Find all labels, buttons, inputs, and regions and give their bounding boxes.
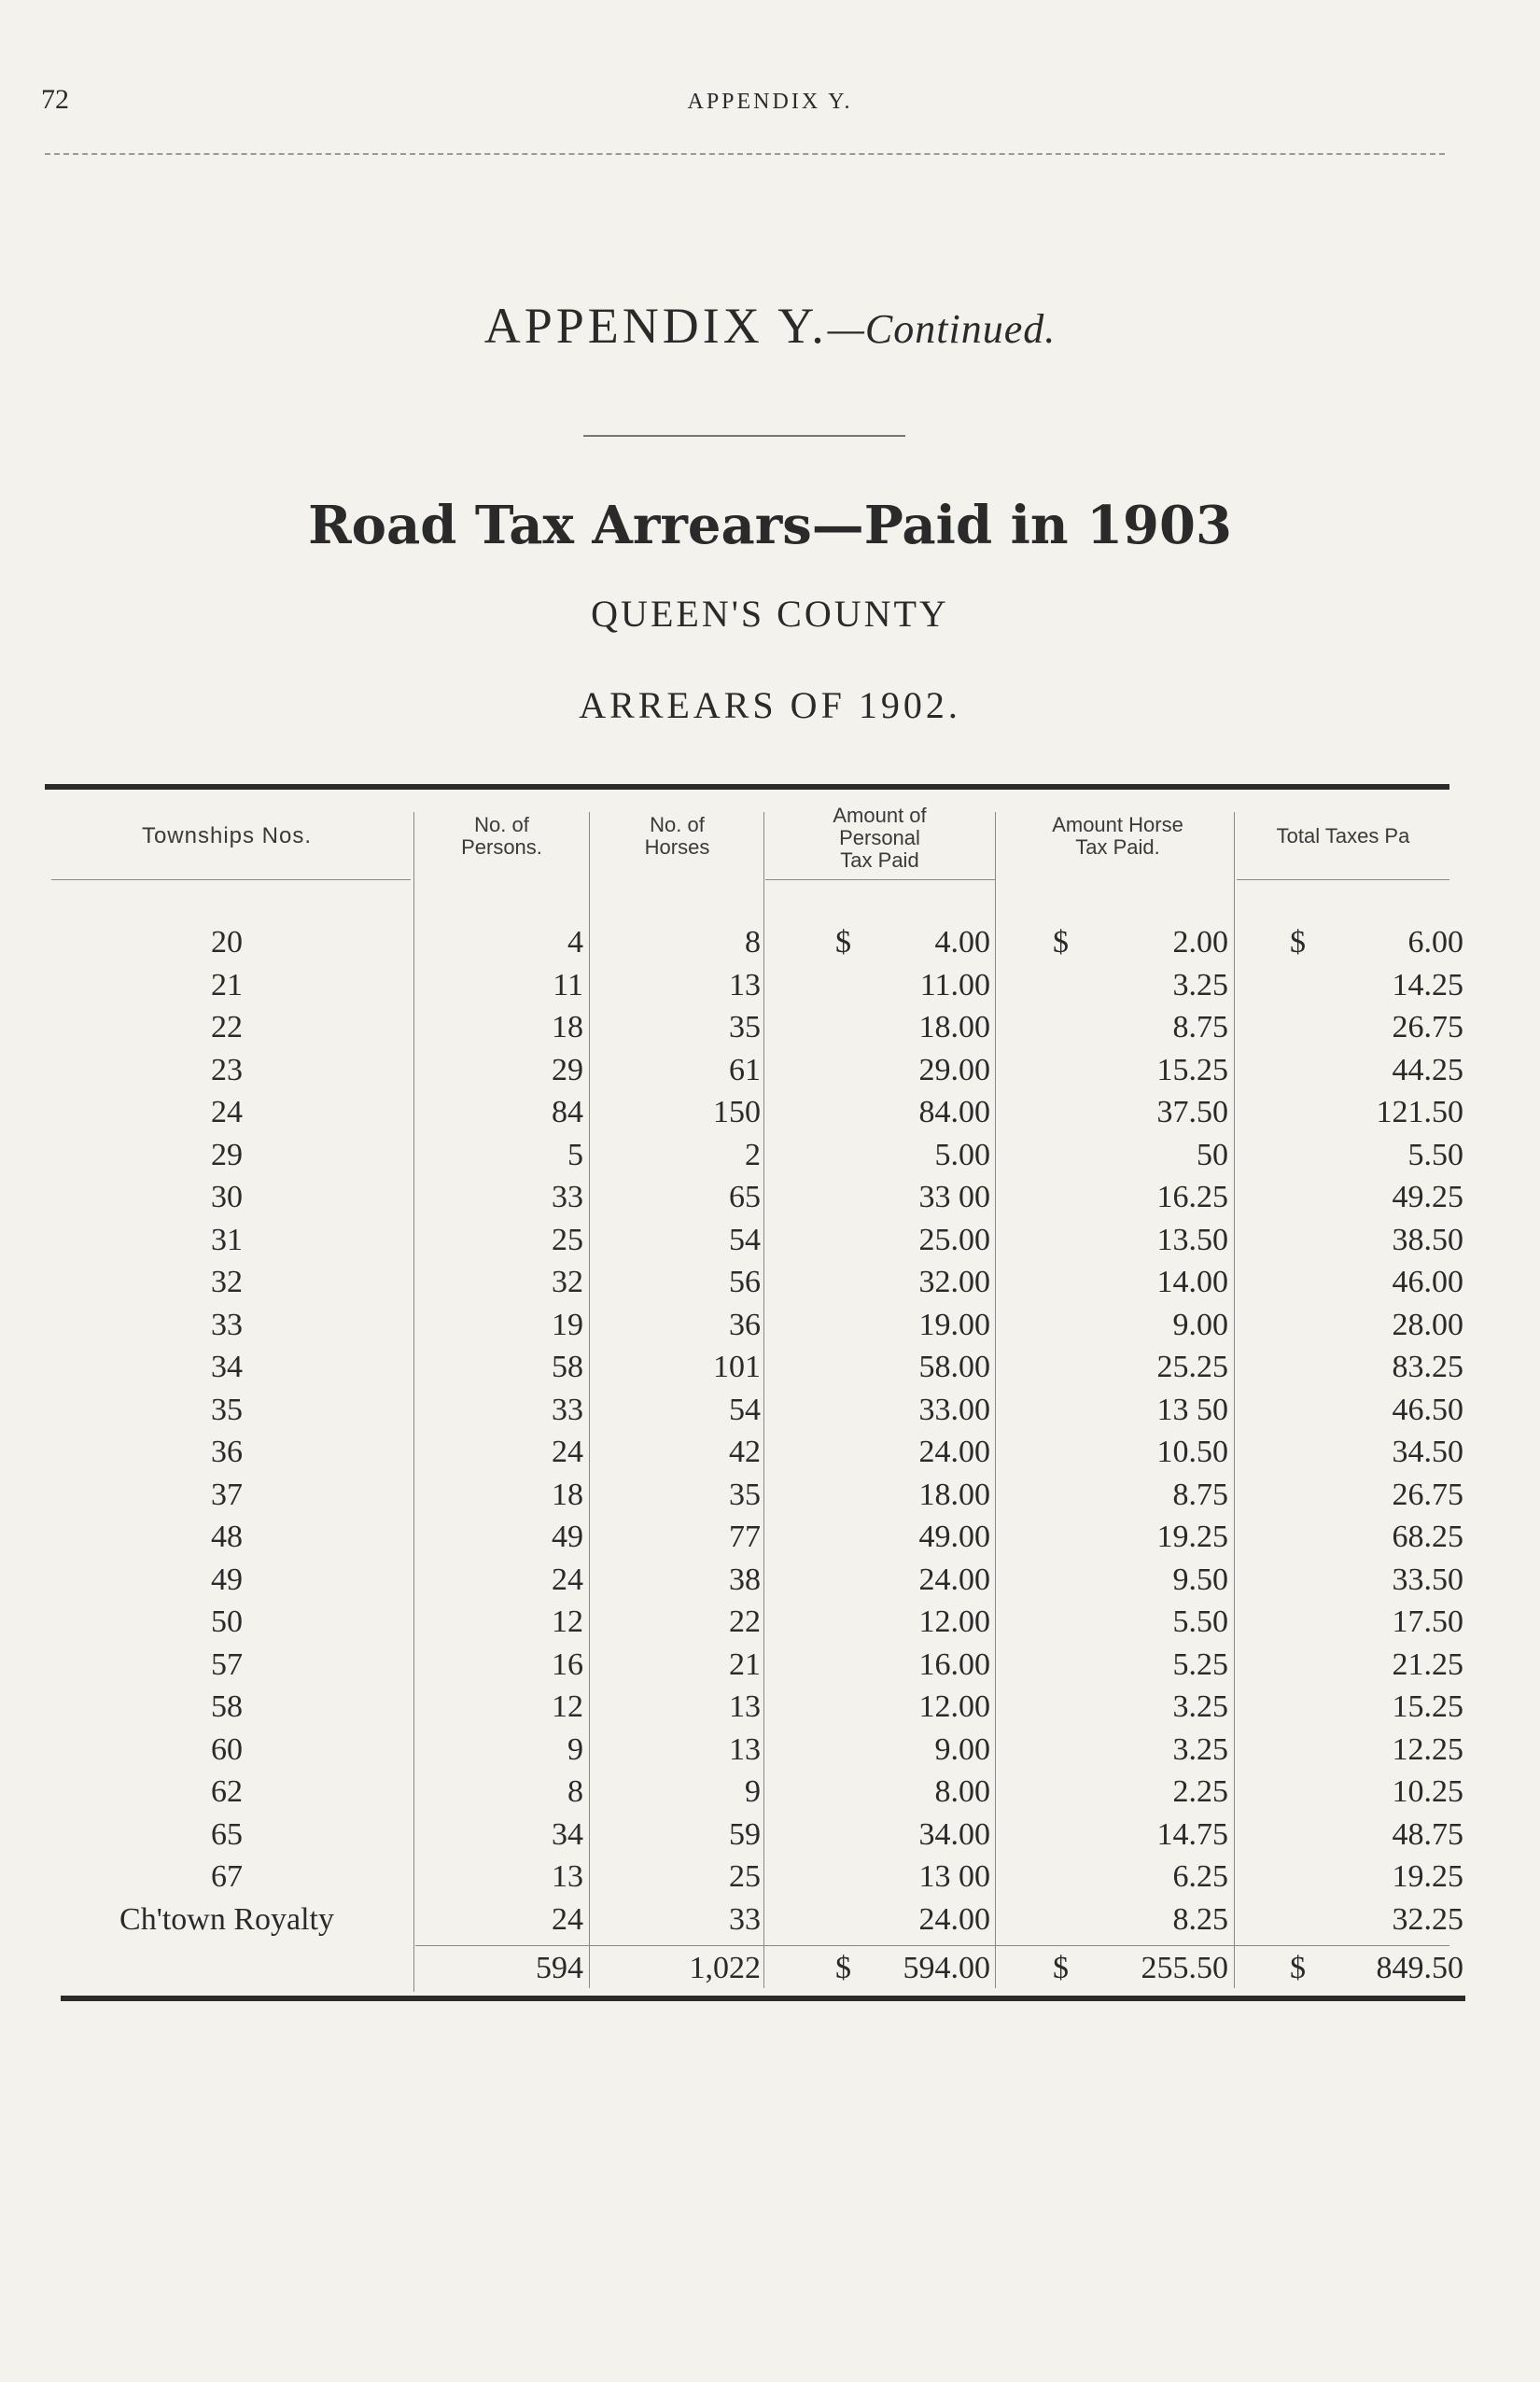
township-cell: 60 bbox=[211, 1731, 243, 1767]
persons-cell: 18 bbox=[552, 1010, 583, 1044]
column-header-horses bbox=[591, 814, 763, 859]
personal-tax-cell: 24.00 bbox=[918, 1901, 990, 1937]
title-divider bbox=[583, 435, 905, 437]
persons-cell: 5 bbox=[567, 1137, 583, 1172]
table-row bbox=[0, 1091, 1540, 1134]
column-header-personal-tax bbox=[765, 805, 994, 872]
column-header-line: Personal bbox=[839, 826, 920, 849]
personal-tax-cell: 32.00 bbox=[918, 1265, 990, 1299]
persons-cell: 13 bbox=[552, 1859, 583, 1894]
column-header-horse-tax bbox=[999, 814, 1237, 859]
total-taxes-cell: 5.50 bbox=[1407, 1137, 1463, 1172]
horse-tax-cell: 5.50 bbox=[1172, 1604, 1228, 1639]
horses-cell: 13 bbox=[729, 967, 761, 1002]
column-header-persons bbox=[415, 814, 588, 859]
township-cell: 31 bbox=[211, 1222, 243, 1257]
personal-tax-cell: 5.00 bbox=[934, 1137, 990, 1172]
township-cell: 49 bbox=[211, 1562, 243, 1597]
horse-tax-cell: 8.75 bbox=[1172, 1477, 1228, 1512]
total-taxes-cell: 46.50 bbox=[1392, 1392, 1463, 1427]
township-cell: 37 bbox=[211, 1477, 243, 1512]
horses-cell: 35 bbox=[729, 1010, 761, 1044]
township-cell: 62 bbox=[211, 1774, 243, 1809]
township-cell: 67 bbox=[211, 1859, 243, 1894]
total-taxes-cell: 17.50 bbox=[1392, 1604, 1463, 1639]
horses-cell: 59 bbox=[729, 1816, 761, 1852]
column-header-total-taxes: Total Taxes Pa bbox=[1276, 824, 1410, 848]
table-row bbox=[0, 1856, 1540, 1899]
table-row bbox=[0, 1686, 1540, 1729]
persons-cell: 49 bbox=[552, 1520, 583, 1554]
persons-cell: 12 bbox=[552, 1689, 583, 1724]
totals-row bbox=[0, 1947, 1540, 1990]
table-row bbox=[0, 1346, 1540, 1389]
personal-tax-cell: 58.00 bbox=[918, 1350, 990, 1384]
total-taxes-cell: 38.50 bbox=[1392, 1222, 1463, 1257]
township-cell: 21 bbox=[211, 967, 243, 1002]
persons-cell: 8 bbox=[567, 1774, 583, 1809]
horse-tax-cell: 9.50 bbox=[1172, 1562, 1228, 1597]
currency-symbol: $ bbox=[1290, 1951, 1306, 1985]
persons-cell: 33 bbox=[552, 1180, 583, 1214]
horses-cell: 8 bbox=[745, 925, 761, 960]
table-row bbox=[0, 1729, 1540, 1772]
persons-cell: 12 bbox=[552, 1604, 583, 1639]
table-row bbox=[0, 964, 1540, 1007]
township-cell: 20 bbox=[211, 925, 243, 960]
table-row bbox=[0, 1134, 1540, 1177]
personal-tax-cell: 29.00 bbox=[918, 1052, 990, 1087]
personal-tax-cell: 12.00 bbox=[918, 1689, 990, 1724]
horses-cell: 21 bbox=[729, 1646, 761, 1682]
header-underline bbox=[1237, 879, 1449, 880]
personal-tax-cell: 34.00 bbox=[918, 1816, 990, 1852]
appendix-title-continued: —Continued. bbox=[827, 306, 1057, 352]
horses-cell: 65 bbox=[729, 1180, 761, 1214]
total-taxes-cell: 15.25 bbox=[1392, 1689, 1463, 1724]
horse-tax-cell: 10.50 bbox=[1156, 1435, 1228, 1469]
horse-tax-cell: 50 bbox=[1197, 1137, 1228, 1172]
persons-cell: 34 bbox=[552, 1816, 583, 1852]
personal-tax-cell: 12.00 bbox=[918, 1604, 990, 1639]
appendix-title-main: APPENDIX Y. bbox=[483, 298, 828, 354]
table-row bbox=[0, 1814, 1540, 1857]
total-taxes-cell: 46.00 bbox=[1392, 1265, 1463, 1299]
township-cell: 22 bbox=[211, 1010, 243, 1044]
table-row bbox=[0, 1389, 1540, 1432]
persons-cell: 58 bbox=[552, 1350, 583, 1384]
total-taxes-cell: 49.25 bbox=[1392, 1180, 1463, 1214]
totals-underline bbox=[415, 1945, 1449, 1946]
township-cell: 30 bbox=[211, 1180, 243, 1214]
horse-tax-cell: 15.25 bbox=[1156, 1052, 1228, 1087]
total-taxes-cell: 48.75 bbox=[1392, 1816, 1463, 1852]
header-underline bbox=[51, 879, 411, 880]
persons-cell: 32 bbox=[552, 1265, 583, 1299]
table-row bbox=[0, 1261, 1540, 1304]
township-cell: 65 bbox=[211, 1816, 243, 1852]
header-rule bbox=[45, 153, 1445, 155]
total-taxes-cell: 6.00 bbox=[1407, 925, 1463, 960]
township-cell: 34 bbox=[211, 1350, 243, 1384]
horse-tax-cell: 3.25 bbox=[1172, 1731, 1228, 1767]
personal-tax-cell: 9.00 bbox=[934, 1731, 990, 1767]
personal-tax-cell: 84.00 bbox=[918, 1095, 990, 1129]
horses-cell: 35 bbox=[729, 1477, 761, 1512]
table-row bbox=[0, 1304, 1540, 1347]
persons-cell: 84 bbox=[552, 1095, 583, 1129]
personal-tax-cell: 33 00 bbox=[918, 1180, 990, 1214]
persons-cell: 25 bbox=[552, 1222, 583, 1257]
horses-cell: 9 bbox=[745, 1774, 761, 1809]
total-taxes: 849.50 bbox=[1376, 1951, 1463, 1985]
horses-cell: 56 bbox=[729, 1265, 761, 1299]
column-header-line: Amount of bbox=[833, 804, 927, 827]
total-taxes-cell: 14.25 bbox=[1392, 967, 1463, 1002]
table-row bbox=[0, 1049, 1540, 1092]
township-cell: 48 bbox=[211, 1520, 243, 1554]
personal-tax-cell: 33.00 bbox=[918, 1392, 990, 1427]
table-row bbox=[0, 1431, 1540, 1474]
total-horse-tax: 255.50 bbox=[1141, 1951, 1228, 1985]
personal-tax-cell: 11.00 bbox=[919, 967, 990, 1002]
table-row bbox=[0, 1176, 1540, 1219]
personal-tax-cell: 24.00 bbox=[918, 1435, 990, 1469]
total-taxes-cell: 10.25 bbox=[1392, 1774, 1463, 1809]
total-taxes-cell: 26.75 bbox=[1392, 1477, 1463, 1512]
horse-tax-cell: 14.00 bbox=[1156, 1265, 1228, 1299]
personal-tax-cell: 4.00 bbox=[934, 925, 990, 960]
column-header-line: No. of bbox=[474, 813, 529, 836]
table-row bbox=[0, 921, 1540, 964]
column-header-townships: Townships Nos. bbox=[141, 823, 313, 848]
township-cell: 36 bbox=[211, 1435, 243, 1469]
horses-cell: 13 bbox=[729, 1689, 761, 1724]
personal-tax-cell: 18.00 bbox=[918, 1010, 990, 1044]
horses-cell: 61 bbox=[729, 1052, 761, 1087]
personal-tax-cell: 8.00 bbox=[934, 1774, 990, 1809]
appendix-title bbox=[0, 297, 1540, 355]
persons-cell: 24 bbox=[552, 1901, 583, 1937]
persons-cell: 16 bbox=[552, 1646, 583, 1682]
table-row bbox=[0, 1601, 1540, 1644]
currency-symbol: $ bbox=[835, 925, 851, 960]
county-heading: QUEEN'S COUNTY bbox=[591, 593, 949, 635]
horses-cell: 25 bbox=[729, 1859, 761, 1894]
horses-cell: 54 bbox=[729, 1222, 761, 1257]
table-row bbox=[0, 1644, 1540, 1687]
horse-tax-cell: 9.00 bbox=[1172, 1307, 1228, 1342]
personal-tax-cell: 49.00 bbox=[918, 1520, 990, 1554]
horse-tax-cell: 8.75 bbox=[1172, 1010, 1228, 1044]
total-personal-tax: 594.00 bbox=[903, 1951, 990, 1985]
horses-cell: 33 bbox=[729, 1901, 761, 1937]
persons-cell: 29 bbox=[552, 1052, 583, 1087]
horses-cell: 38 bbox=[729, 1562, 761, 1597]
horses-cell: 13 bbox=[729, 1731, 761, 1767]
total-persons: 594 bbox=[536, 1951, 583, 1985]
township-cell: 57 bbox=[211, 1646, 243, 1682]
persons-cell: 19 bbox=[552, 1307, 583, 1342]
horse-tax-cell: 14.75 bbox=[1156, 1816, 1228, 1852]
page-number: 72 bbox=[41, 84, 69, 115]
persons-cell: 33 bbox=[552, 1392, 583, 1427]
total-taxes-cell: 21.25 bbox=[1392, 1646, 1463, 1682]
horse-tax-cell: 6.25 bbox=[1172, 1859, 1228, 1894]
horse-tax-cell: 13 50 bbox=[1156, 1392, 1228, 1427]
horses-cell: 77 bbox=[729, 1520, 761, 1554]
personal-tax-cell: 25.00 bbox=[918, 1222, 990, 1257]
table-row bbox=[0, 1899, 1540, 1941]
column-header-line: Tax Paid. bbox=[1075, 835, 1160, 859]
table-top-rule bbox=[45, 784, 1449, 790]
currency-symbol: $ bbox=[835, 1951, 851, 1985]
horse-tax-cell: 3.25 bbox=[1172, 1689, 1228, 1724]
personal-tax-cell: 16.00 bbox=[918, 1646, 990, 1682]
personal-tax-cell: 18.00 bbox=[918, 1477, 990, 1512]
township-cell: 33 bbox=[211, 1307, 243, 1342]
currency-symbol: $ bbox=[1053, 1951, 1069, 1985]
total-taxes-cell: 83.25 bbox=[1392, 1350, 1463, 1384]
township-cell: 23 bbox=[211, 1052, 243, 1087]
persons-cell: 24 bbox=[552, 1435, 583, 1469]
personal-tax-cell: 13 00 bbox=[918, 1859, 990, 1894]
township-cell: 32 bbox=[211, 1265, 243, 1299]
persons-cell: 4 bbox=[567, 925, 583, 960]
horse-tax-cell: 19.25 bbox=[1156, 1520, 1228, 1554]
column-header-line: No. of bbox=[650, 813, 705, 836]
township-cell: 24 bbox=[211, 1095, 243, 1129]
total-taxes-cell: 44.25 bbox=[1392, 1052, 1463, 1087]
column-header-line: Horses bbox=[644, 835, 710, 859]
township-cell: 58 bbox=[211, 1689, 243, 1724]
table-row bbox=[0, 1474, 1540, 1517]
column-header-line: Amount Horse bbox=[1052, 813, 1183, 836]
horses-cell: 36 bbox=[729, 1307, 761, 1342]
header-underline bbox=[765, 879, 995, 880]
running-head: APPENDIX Y. bbox=[687, 90, 853, 114]
township-cell: 29 bbox=[211, 1137, 243, 1172]
total-taxes-cell: 34.50 bbox=[1392, 1435, 1463, 1469]
township-cell: 35 bbox=[211, 1392, 243, 1427]
horse-tax-cell: 3.25 bbox=[1172, 967, 1228, 1002]
horses-cell: 2 bbox=[745, 1137, 761, 1172]
total-taxes-cell: 121.50 bbox=[1376, 1095, 1463, 1129]
total-horses: 1,022 bbox=[689, 1951, 761, 1985]
personal-tax-cell: 24.00 bbox=[918, 1562, 990, 1597]
horses-cell: 54 bbox=[729, 1392, 761, 1427]
total-taxes-cell: 26.75 bbox=[1392, 1010, 1463, 1044]
horse-tax-cell: 5.25 bbox=[1172, 1646, 1228, 1682]
table-row bbox=[0, 1006, 1540, 1049]
horse-tax-cell: 13.50 bbox=[1156, 1222, 1228, 1257]
total-taxes-cell: 32.25 bbox=[1392, 1901, 1463, 1937]
horses-cell: 101 bbox=[713, 1350, 761, 1384]
total-taxes-cell: 68.25 bbox=[1392, 1520, 1463, 1554]
persons-cell: 9 bbox=[567, 1731, 583, 1767]
horses-cell: 42 bbox=[729, 1435, 761, 1469]
total-taxes-cell: 12.25 bbox=[1392, 1731, 1463, 1767]
horses-cell: 150 bbox=[713, 1095, 761, 1129]
column-header-line: Persons. bbox=[461, 835, 542, 859]
column-header-line: Tax Paid bbox=[840, 848, 919, 872]
table-bottom-rule bbox=[61, 1996, 1465, 2001]
horses-cell: 22 bbox=[729, 1604, 761, 1639]
horse-tax-cell: 2.00 bbox=[1172, 925, 1228, 960]
horse-tax-cell: 37.50 bbox=[1156, 1095, 1228, 1129]
persons-cell: 24 bbox=[552, 1562, 583, 1597]
total-taxes-cell: 33.50 bbox=[1392, 1562, 1463, 1597]
section-title: Road Tax Arrears—Paid in 1903 bbox=[308, 495, 1232, 556]
horse-tax-cell: 2.25 bbox=[1172, 1774, 1228, 1809]
currency-symbol: $ bbox=[1053, 925, 1069, 960]
table-row bbox=[0, 1516, 1540, 1559]
persons-cell: 11 bbox=[553, 967, 583, 1002]
township-cell: 50 bbox=[211, 1604, 243, 1639]
table-row bbox=[0, 1559, 1540, 1602]
horse-tax-cell: 16.25 bbox=[1156, 1180, 1228, 1214]
township-cell: Ch'town Royalty bbox=[119, 1901, 334, 1937]
persons-cell: 18 bbox=[552, 1477, 583, 1512]
personal-tax-cell: 19.00 bbox=[918, 1307, 990, 1342]
currency-symbol: $ bbox=[1290, 925, 1306, 960]
arrears-heading: ARREARS OF 1902. bbox=[579, 684, 961, 726]
table-row bbox=[0, 1219, 1540, 1262]
table-row bbox=[0, 1771, 1540, 1814]
total-taxes-cell: 19.25 bbox=[1392, 1859, 1463, 1894]
horse-tax-cell: 25.25 bbox=[1156, 1350, 1228, 1384]
total-taxes-cell: 28.00 bbox=[1392, 1307, 1463, 1342]
horse-tax-cell: 8.25 bbox=[1172, 1901, 1228, 1937]
